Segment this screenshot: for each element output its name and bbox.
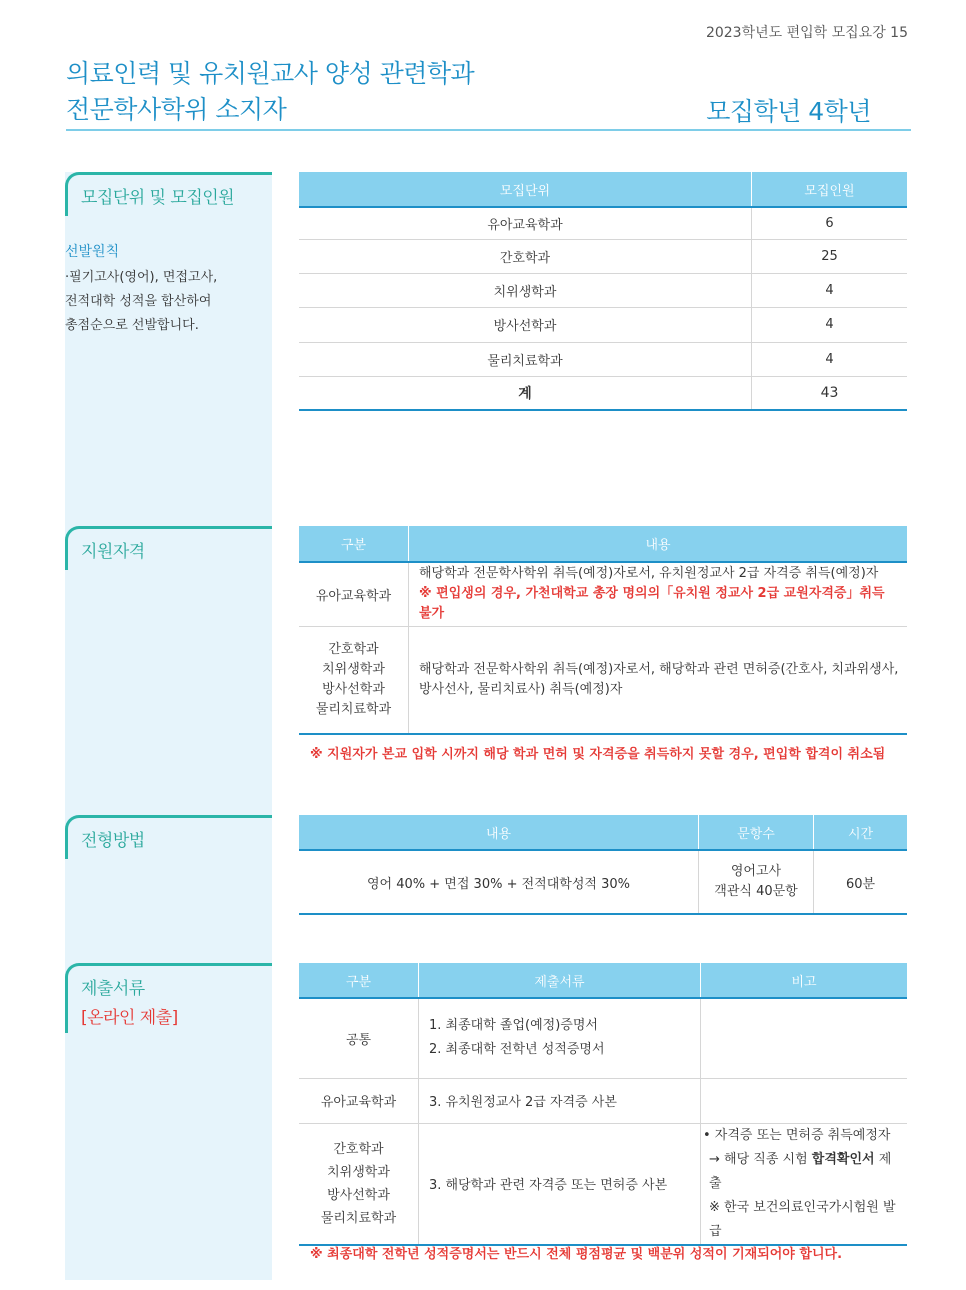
quota-header-count: 모집인원 <box>752 172 908 207</box>
recruit-year: 모집학년 4학년 <box>706 97 871 126</box>
document-item: 3. 유치원정교사 2급 자격증 사본 <box>419 1078 701 1123</box>
eligibility-dept: 유아교육학과 <box>299 562 409 626</box>
table-row <box>299 342 907 376</box>
table-row <box>299 273 907 307</box>
table-row <box>299 626 907 734</box>
section-tab-documents <box>65 963 272 1033</box>
title-divider <box>66 129 911 131</box>
quota-count: 4 <box>752 273 908 307</box>
dept-name: 치위생학과 <box>322 661 385 677</box>
selection-heading: 선발원칙 <box>65 244 120 260</box>
method-table <box>299 815 907 915</box>
selection-line-3: 총점순으로 선발합니다. <box>65 318 199 333</box>
documents-table <box>299 963 907 1246</box>
table-row <box>299 307 907 342</box>
remark-text: 제출 <box>709 1151 892 1191</box>
section-tab-method <box>65 815 272 859</box>
quota-unit: 물리치료학과 <box>299 342 752 376</box>
documents-remarks <box>701 1123 908 1245</box>
quota-total-label: 계 <box>299 376 752 410</box>
title-line-2: 전문학사학위 소지자 <box>66 95 287 124</box>
section-tab-eligibility-label: 지원자격 <box>81 542 145 562</box>
eligibility-header-category: 구분 <box>299 526 409 562</box>
remark-line: ※ 한국 보건의료인국가시험원 발급 <box>709 1199 896 1239</box>
documents-remark-empty <box>701 998 908 1078</box>
dept-name: 간호학과 <box>333 1141 384 1157</box>
method-time: 60분 <box>814 850 908 914</box>
method-header-content: 내용 <box>299 815 699 850</box>
documents-header-category: 구분 <box>299 963 419 998</box>
quota-header-row <box>299 172 907 207</box>
page-header: 2023학년도 편입학 모집요강 15 <box>705 25 908 41</box>
quota-total-count: 43 <box>752 376 908 410</box>
eligibility-warning: ※ 편입생의 경우, 가천대학교 총장 명의의「유치원 정교사 2급 교원자격증」취득 불가 <box>419 586 885 622</box>
remark-line <box>703 1148 901 1196</box>
selection-line-1: ·필기고사(영어), 면접고사, <box>65 270 218 285</box>
section-tab-documents-sub: [온라인 제출] <box>81 1008 178 1028</box>
selection-principle <box>65 240 217 338</box>
dept-name: 간호학과 <box>328 641 379 657</box>
method-header-questions: 문항수 <box>699 815 814 850</box>
table-row <box>299 1123 907 1245</box>
eligibility-header-content: 내용 <box>409 526 908 562</box>
quota-count: 4 <box>752 307 908 342</box>
documents-header-row <box>299 963 907 998</box>
section-tab-method-label: 전형방법 <box>81 831 145 851</box>
method-content: 영어 40% + 면접 30% + 전적대학성적 30% <box>299 850 699 914</box>
dept-name: 치위생학과 <box>327 1164 390 1180</box>
section-tab-documents-label: 제출서류 <box>81 979 145 999</box>
document-item: 1. 최종대학 졸업(예정)증명서 <box>429 1018 598 1034</box>
section-tab-eligibility <box>65 526 272 570</box>
quota-count: 6 <box>752 207 908 239</box>
quota-table <box>299 172 907 411</box>
remark-text: → 해당 직종 시험 <box>709 1151 812 1167</box>
eligibility-text-line: 방사선사, 물리치료사) 취득(예정)자 <box>419 681 623 697</box>
table-row <box>299 998 907 1078</box>
eligibility-content <box>409 562 908 626</box>
documents-list <box>419 998 701 1078</box>
remark-emphasis: 합격확인서 <box>811 1151 875 1167</box>
documents-dept: 유아교육학과 <box>299 1078 419 1123</box>
dept-name: 물리치료학과 <box>320 1210 397 1226</box>
selection-line-2: 전적대학 성적을 합산하여 <box>65 294 212 309</box>
quota-count: 25 <box>752 239 908 273</box>
eligibility-header-row <box>299 526 907 562</box>
title-line-1: 의료인력 및 유치원교사 양성 관련학과 <box>66 59 475 88</box>
documents-dept: 공통 <box>299 998 419 1078</box>
eligibility-text-line: 해당학과 전문학사학위 취득(예정)자로서, 해당학과 관련 면허증(간호사, 치과위생사, <box>419 661 899 677</box>
eligibility-note: ※ 지원자가 본교 입학 시까지 해당 학과 면허 및 자격증을 취득하지 못할 경우, 편입학 합격이 취소됨 <box>310 747 886 762</box>
quota-header-unit: 모집단위 <box>299 172 752 207</box>
document-item: 2. 최종대학 전학년 성적증명서 <box>429 1042 605 1058</box>
quota-count: 4 <box>752 342 908 376</box>
dept-name: 물리치료학과 <box>315 701 392 717</box>
method-header-row <box>299 815 907 850</box>
table-row <box>299 850 907 914</box>
documents-remark-empty <box>701 1078 908 1123</box>
method-questions <box>699 850 814 914</box>
method-questions-line: 객관식 40문항 <box>714 884 798 899</box>
table-row <box>299 1078 907 1123</box>
documents-header-docs: 제출서류 <box>419 963 701 998</box>
dept-name: 방사선학과 <box>322 681 385 697</box>
table-row <box>299 562 907 626</box>
quota-unit: 치위생학과 <box>299 273 752 307</box>
left-panel <box>65 172 272 1280</box>
quota-unit: 간호학과 <box>299 239 752 273</box>
quota-total-row <box>299 376 907 410</box>
eligibility-text: 해당학과 전문학사학위 취득(예정)자로서, 유치원정교사 2급 자격증 취득(예정)자 <box>419 566 879 582</box>
documents-note: ※ 최종대학 전학년 성적증명서는 반드시 전체 평점평균 및 백분위 성적이 기재되어야 합니다. <box>310 1247 843 1262</box>
quota-unit: 유아교육학과 <box>299 207 752 239</box>
method-questions-line: 영어고사 <box>730 864 782 879</box>
quota-unit: 방사선학과 <box>299 307 752 342</box>
documents-depts <box>299 1123 419 1245</box>
eligibility-content <box>409 626 908 734</box>
document-item: 3. 해당학과 관련 자격증 또는 면허증 사본 <box>419 1123 701 1245</box>
title-block <box>66 56 911 128</box>
table-row <box>299 207 907 239</box>
eligibility-table <box>299 526 907 735</box>
method-header-time: 시간 <box>814 815 908 850</box>
table-row <box>299 239 907 273</box>
documents-header-remarks: 비고 <box>701 963 908 998</box>
eligibility-depts <box>299 626 409 734</box>
section-tab-quota <box>65 172 272 216</box>
dept-name: 방사선학과 <box>327 1187 390 1203</box>
remark-line: • 자격증 또는 면허증 취득예정자 <box>703 1127 891 1143</box>
section-tab-quota-label: 모집단위 및 모집인원 <box>81 188 235 208</box>
